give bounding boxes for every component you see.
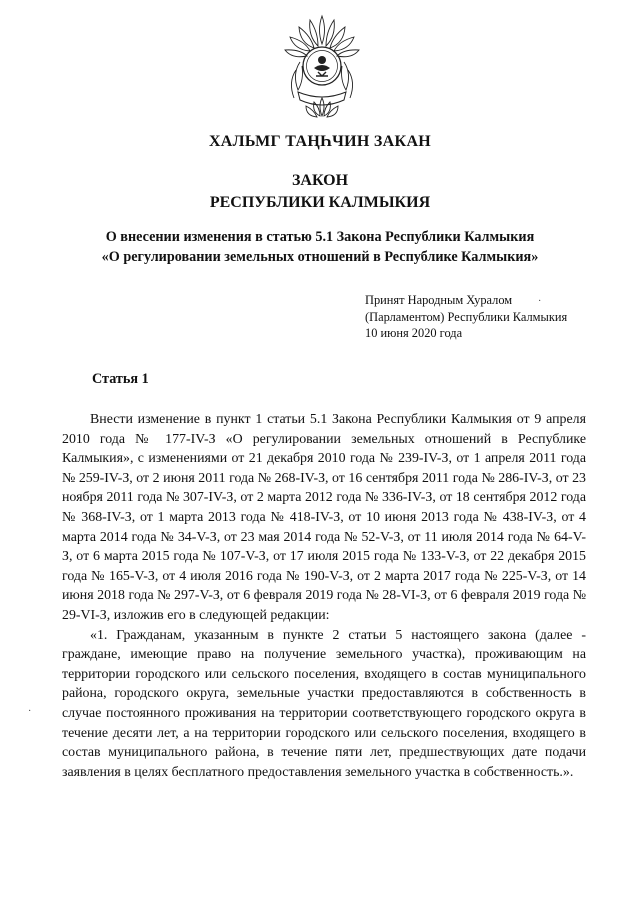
- adoption-note: [365, 292, 605, 342]
- scan-speck: ·: [28, 706, 32, 717]
- scan-speck: ·: [538, 296, 542, 307]
- adoption-note-line2: (Парламентом) Республики Калмыкия: [365, 309, 568, 324]
- title-kalmyk: ХАЛЬМГ ТАҢҺЧИН ЗАКАН: [208, 133, 432, 150]
- title-law: [0, 170, 640, 214]
- adoption-note-line1: Принят Народным Хуралом: [365, 293, 513, 307]
- article-heading: Статья 1: [92, 371, 149, 387]
- title-line-republic: РЕСПУБЛИКИ КАЛМЫКИЯ: [209, 194, 431, 211]
- article-paragraph-2: «1. Гражданам, указанным в пункте 2 статьи 5 настоящего закона (далее - граждане, имеющие право на получение земельного участка), проживающим на территории городского или сельского поселения, входящего в состав муниципального района, городского округа, земельные участки предоставляются в собственность в случае постоянного проживания на территории соответствующего городского округа в течение десяти лет, а на территории городского или сельского поселения, входящего в состав муниципального района, в течение пяти лет, предшествующих дате подачи заявления в целях бесплатного предоставления земельного участка в собственность.».: [62, 627, 586, 780]
- law-subject-line1: О внесении изменения в статью 5.1 Закона Республики Калмыкия: [105, 229, 535, 245]
- adoption-note-date: 10 июня 2020 года: [365, 326, 463, 340]
- article-body: [62, 410, 586, 782]
- article-paragraph-1: Внести изменение в пункт 1 статьи 5.1 Закона Республики Калмыкия от 9 апреля 2010 года № 177-IV-З «О регулировании земельных отношений в Республике Калмыкия», с изменениями от 21 декабря 2010 года № 239-IV-З, от 1 апреля 2011 года № 259-IV-З, от 2 июня 2011 года № 268-IV-З, от 16 сентября 2011 года № 286-IV-З, от 23 ноября 2011 года № 307-IV-З, от 2 марта 2012 года № 336-IV-З, от 18 сентября 2012 года № 368-IV-З, от 1 марта 2013 года № 418-IV-З, от 10 июня 2013 года № 438-IV-З, от 4 марта 2014 года № 34-V-З, от 23 мая 2014 года № 52-V-З, от 11 июля 2014 года № 64-V-З, от 6 марта 2015 года № 107-V-З, от 17 июля 2015 года № 133-V-З, от 22 декабря 2015 года № 165-V-З, от 4 июля 2016 года № 190-V-З, от 2 марта 2017 года № 225-V-З, от 14 июня 2018 года № 297-V-З, от 6 февраля 2019 года № 28-VI-З, от 6 февраля 2019 года № 29-VI-З, изложив его в следующей редакции:: [62, 412, 586, 623]
- coat-of-arms-emblem: [280, 10, 364, 122]
- law-subject: [40, 227, 600, 267]
- law-subject-line2: «О регулировании земельных отношений в Республике Калмыкия»: [101, 249, 539, 265]
- title-line-law: ЗАКОН: [291, 172, 349, 189]
